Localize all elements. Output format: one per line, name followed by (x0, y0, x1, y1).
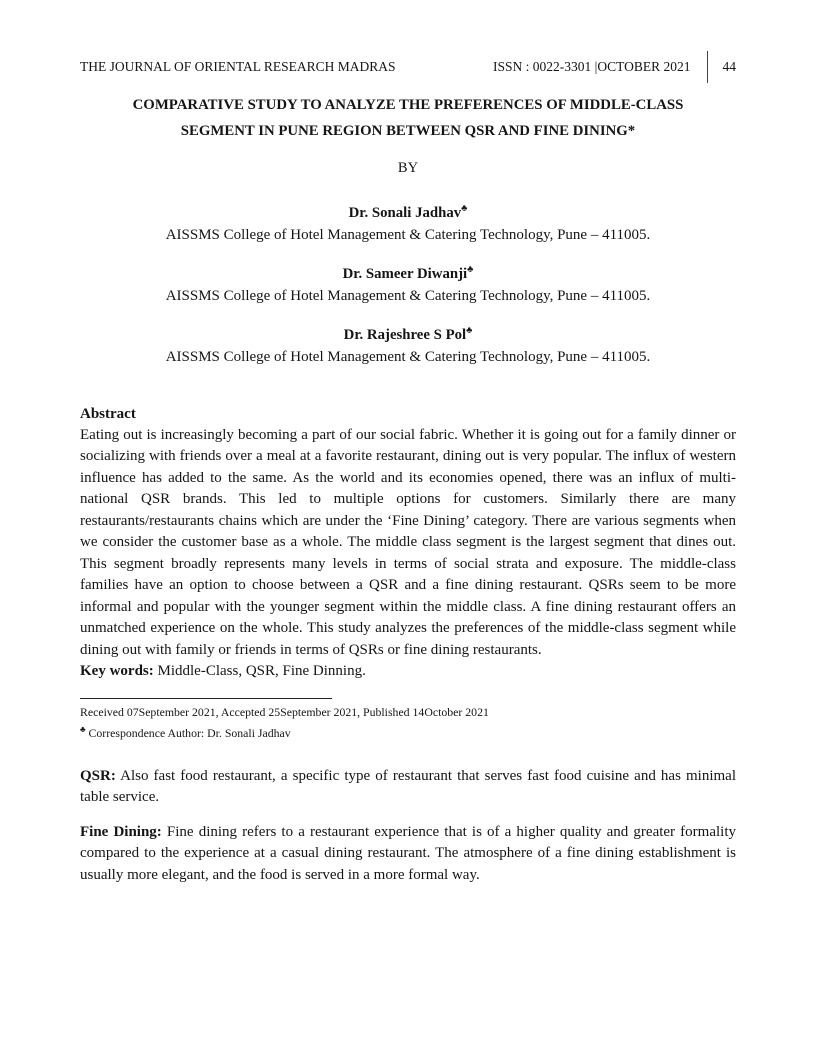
page-number: 44 (722, 59, 736, 74)
paper-title-line1: COMPARATIVE STUDY TO ANALYZE THE PREFERENCES OF MIDDLE-CLASS (132, 97, 684, 113)
author-name-3 (80, 320, 736, 346)
correspondence-marker-icon: ♣ (466, 325, 473, 336)
header-right (493, 51, 736, 83)
author-name-1 (80, 198, 736, 224)
issn-issue: ISSN : 0022-3301 |OCTOBER 2021 (493, 59, 691, 74)
qsr-definition (80, 766, 736, 809)
correspondence-text: Correspondence Author: Dr. Sonali Jadhav (85, 725, 291, 740)
fine-dining-definition (80, 822, 736, 887)
correspondence-marker-icon: ♣ (80, 723, 86, 734)
journal-name: THE JOURNAL OF ORIENTAL RESEARCH MADRAS (80, 59, 396, 74)
author-name-text: Dr. Sonali Jadhav (348, 204, 462, 221)
author-affiliation-1: AISSMS College of Hotel Management & Catering Technology, Pune – 411005. (165, 226, 651, 243)
qsr-term: QSR: (80, 767, 116, 784)
fine-dining-term: Fine Dining: (80, 823, 162, 840)
received-line: Received 07September 2021, Accepted 25September 2021, Published 14October 2021 (80, 704, 489, 719)
keywords-line (80, 661, 736, 683)
paper-title-line2: SEGMENT IN PUNE REGION BETWEEN QSR AND FINE DINING* (180, 123, 636, 139)
abstract-heading: Abstract (80, 405, 136, 422)
correspondence-marker-icon: ♣ (461, 204, 468, 214)
page-header (80, 50, 736, 84)
footnote-rule (80, 698, 332, 699)
paper-title (80, 92, 736, 144)
keywords-text: Middle-Class, QSR, Fine Dinning. (153, 663, 366, 680)
author-name-2 (80, 259, 736, 285)
abstract-section (80, 403, 736, 683)
author-name-text: Dr. Rajeshree S Pol (343, 326, 467, 343)
footnote-section (80, 698, 736, 742)
author-name-text: Dr. Sameer Diwanji (342, 265, 468, 282)
correspondence-line (80, 721, 736, 742)
author-block-2 (80, 259, 736, 307)
fine-dining-text: Fine dining refers to a restaurant experience that is of a higher quality and greater formality compared to the experience at a casual dining restaurant. The atmosphere of a fine dining establishment is usually more elegant, and the food is served in a more formal way. (80, 823, 736, 883)
author-affiliation-2: AISSMS College of Hotel Management & Catering Technology, Pune – 411005. (165, 287, 651, 304)
author-block-3 (80, 320, 736, 368)
author-affiliation-3: AISSMS College of Hotel Management & Catering Technology, Pune – 411005. (165, 348, 651, 365)
keywords-label: Key words: (80, 663, 154, 680)
qsr-text: Also fast food restaurant, a specific type of restaurant that serves fast food cuisine and has minimal table service. (80, 767, 736, 806)
abstract-body: Eating out is increasingly becoming a part of our social fabric. Whether it is going out for a family dinner or socializing with friends over a meal at a favorite restaurant, dining out is very popular. The influx of western influence has added to the same. As the world and its economies opened, there was an influx of multi-national QSR brands. This led to multiple options for customers. Similarly there are many restaurants/restaurants chains which are under the ‘Fine Dining’ category. There are various segments when we consider the customer base as a whole. The middle class segment is the largest segment that dines out. This segment broadly represents many levels in terms of social strata and exposure. The middle-class families have an option to choose between a QSR and a fine dining restaurant. QSRs seem to be more informal and popular with the younger segment within the middle class. A fine dining restaurant offers an unmatched experience on the whole. This study analyzes the preferences of the middle-class segment while dining out with family or friends in terms of QSRs or fine dining restaurants. (80, 426, 736, 658)
author-block-1 (80, 198, 736, 246)
correspondence-marker-icon: ♣ (467, 264, 474, 275)
byline: BY (397, 160, 419, 176)
header-divider (707, 51, 708, 83)
